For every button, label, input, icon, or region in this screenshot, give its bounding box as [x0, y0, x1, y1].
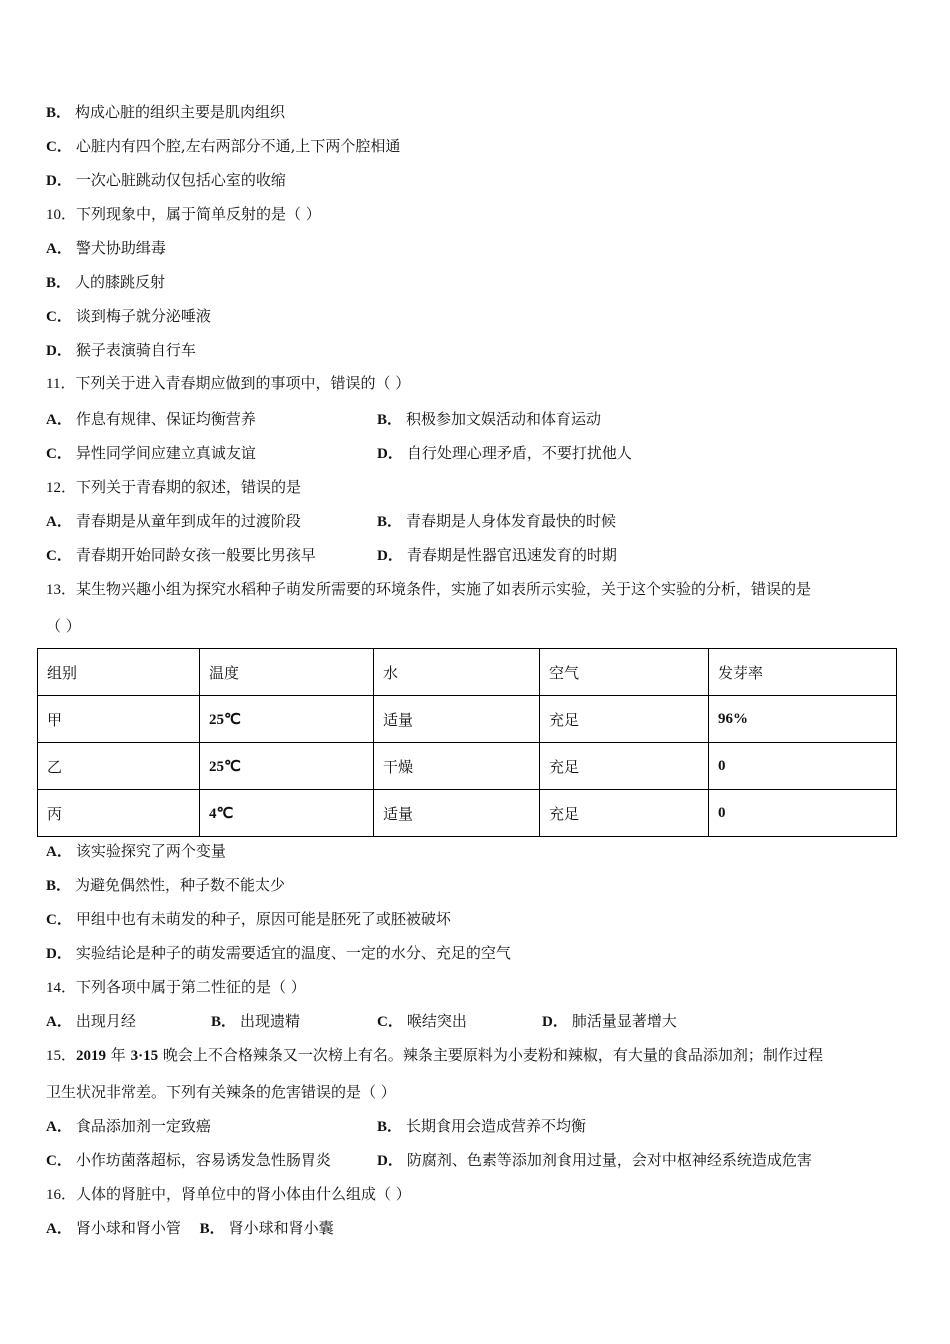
table-cell: 25℃ — [200, 743, 374, 790]
header-cell: 空气 — [540, 649, 709, 696]
table-row — [38, 790, 897, 837]
q12-option-b — [377, 511, 616, 532]
q12-option-d — [377, 545, 617, 566]
q12-option-c: 青春期开始同龄女孩一般要比男孩早 — [75, 546, 316, 564]
option-label: A． — [46, 1221, 72, 1237]
option-text: 防腐剂、色素等添加剂食用过量，会对中枢神经系统造成危害 — [406, 1151, 812, 1169]
q13-option-b — [46, 875, 285, 896]
option-label: B． — [46, 275, 72, 291]
option-text: 自行处理心理矛盾，不要打扰他人 — [406, 444, 632, 462]
question-text: 晚会上不合格辣条又一次榜上有名。辣条主要原料为小麦粉和辣椒，有大量的食品添加剂；制作过程 — [162, 1046, 823, 1064]
option-text: 出现月经 — [75, 1012, 136, 1030]
table-cell: 充足 — [540, 743, 709, 790]
option-label: D． — [377, 446, 403, 462]
header-cell: 温度 — [200, 649, 374, 696]
option-text: 肺活量显著增大 — [571, 1012, 677, 1030]
q14-option-c — [377, 1011, 467, 1032]
option-label: B． — [377, 412, 403, 428]
option-text: 青春期是性器官迅速发育的时期 — [406, 546, 617, 564]
table-cell: 甲 — [38, 696, 200, 743]
option-label: A． — [46, 514, 72, 530]
option-label: D． — [46, 946, 72, 962]
q13-option-a — [46, 841, 226, 862]
option-text: 积极参加文娱活动和体育运动 — [406, 410, 602, 428]
option-text: 长期食用会造成营养不均衡 — [406, 1117, 587, 1135]
table-cell: 丙 — [38, 790, 200, 837]
q15-stem — [46, 1045, 823, 1066]
table-row — [38, 696, 897, 743]
option-label: C． — [46, 139, 72, 155]
table-cell: 乙 — [38, 743, 200, 790]
option-label: C． — [46, 309, 72, 325]
option-label: D． — [377, 548, 403, 564]
option-text: 喉结突出 — [406, 1012, 467, 1030]
q11-options-row-2 — [46, 443, 632, 464]
option-label: B． — [46, 878, 72, 894]
experiment-table — [37, 648, 897, 837]
question-number: 12． — [46, 480, 77, 496]
q15-stem-continued — [46, 1082, 396, 1102]
table-cell: 0 — [709, 790, 897, 837]
q15-option-a: 食品添加剂一定致癌 — [75, 1117, 211, 1135]
q16-options-row — [46, 1218, 334, 1239]
option-text: 心脏内有四个腔,左右两部分不通,上下两个腔相通 — [75, 137, 401, 155]
q13-stem-continued — [46, 616, 81, 636]
q15-option-c: 小作坊菌落超标，容易诱发急性肠胃炎 — [75, 1151, 331, 1169]
q13-option-c — [46, 909, 451, 930]
option-text: 肾小球和肾小管 — [75, 1219, 181, 1237]
q13-option-d — [46, 943, 511, 964]
question-number: 13． — [46, 582, 77, 598]
table-cell: 25℃ — [200, 696, 374, 743]
q15-option-b — [377, 1116, 586, 1137]
option-text: 一次心脏跳动仅包括心室的收缩 — [75, 171, 286, 189]
option-label: A． — [46, 1119, 72, 1135]
q12-options-row-1 — [46, 511, 617, 532]
table-cell: 充足 — [540, 790, 709, 837]
option-label: A． — [46, 241, 72, 257]
header-cell: 组别 — [38, 649, 200, 696]
table-cell: 0 — [709, 743, 897, 790]
option-text: 构成心脏的组织主要是肌肉组织 — [75, 103, 286, 121]
question-text: 某生物兴趣小组为探究水稻种子萌发所需要的环境条件，实施了如表所示实验，关于这个实验的分析，错误的是 — [76, 580, 812, 598]
question-text: 人体的肾脏中，肾单位中的肾小体由什么组成（ ） — [76, 1185, 411, 1203]
table-cell: 适量 — [374, 790, 540, 837]
option-label: B． — [199, 1221, 225, 1237]
q14-option-d — [542, 1011, 677, 1032]
table-cell: 干燥 — [374, 743, 540, 790]
q13-stem — [46, 579, 811, 600]
header-cell: 水 — [374, 649, 540, 696]
option-text: 肾小球和肾小囊 — [228, 1219, 334, 1237]
option-text: 猴子表演骑自行车 — [75, 341, 196, 359]
option-text: 甲组中也有未萌发的种子，原因可能是胚死了或胚被破坏 — [75, 910, 451, 928]
question-number: 15． — [46, 1048, 77, 1064]
q14-option-a — [46, 1011, 136, 1032]
question-text: 卫生状况非常差。下列有关辣条的危害错误的是（ ） — [46, 1083, 396, 1101]
table-row — [38, 743, 897, 790]
question-text: 下列各项中属于第二性征的是（ ） — [76, 978, 306, 996]
answer-blank: （ ） — [46, 617, 81, 635]
q10-option-b — [46, 272, 165, 293]
question-number: 14． — [46, 980, 77, 996]
question-text: 年 — [110, 1046, 126, 1064]
option-text: 青春期是人身体发育最快的时候 — [406, 512, 617, 530]
table-cell: 96% — [709, 696, 897, 743]
q12-option-a: 青春期是从童年到成年的过渡阶段 — [75, 512, 301, 530]
option-label: D． — [377, 1153, 403, 1169]
question-text: 下列关于青春期的叙述，错误的是 — [76, 478, 302, 496]
option-text: 实验结论是种子的萌发需要适宜的温度、一定的水分、充足的空气 — [75, 944, 511, 962]
option-label: B． — [377, 514, 403, 530]
table-cell: 4℃ — [200, 790, 374, 837]
option-label: B． — [46, 105, 72, 121]
q9-option-c — [46, 136, 400, 157]
option-label: B． — [211, 1014, 237, 1030]
q16-option-a — [46, 1219, 181, 1237]
q10-option-a — [46, 238, 166, 259]
q14-stem — [46, 977, 306, 998]
option-label: C． — [46, 912, 72, 928]
option-label: D． — [46, 173, 72, 189]
q11-option-c: 异性同学间应建立真诚友谊 — [75, 444, 256, 462]
q11-stem — [46, 373, 410, 394]
option-text: 出现遗精 — [240, 1012, 301, 1030]
table-header-row — [38, 649, 897, 696]
q11-option-d — [377, 443, 632, 464]
option-text: 该实验探究了两个变量 — [75, 842, 226, 860]
option-label: C． — [377, 1014, 403, 1030]
question-text: 下列关于进入青春期应做到的事项中，错误的（ ） — [75, 374, 411, 392]
q12-options-row-2 — [46, 545, 617, 566]
question-number: 11． — [46, 376, 76, 392]
option-label: C． — [46, 446, 72, 462]
option-text: 谈到梅子就分泌唾液 — [75, 307, 211, 325]
q10-option-c — [46, 306, 211, 327]
q9-option-b — [46, 102, 285, 123]
option-text: 人的膝跳反射 — [75, 273, 166, 291]
option-label: D． — [542, 1014, 568, 1030]
q15-options-row-1 — [46, 1116, 587, 1137]
q11-options-row-1 — [46, 409, 602, 430]
q15-option-d — [377, 1150, 812, 1171]
option-label: C． — [46, 548, 72, 564]
option-label: A． — [46, 1014, 72, 1030]
q9-option-d — [46, 170, 286, 191]
q10-option-d — [46, 340, 196, 361]
table-cell: 充足 — [540, 696, 709, 743]
table-cell: 适量 — [374, 696, 540, 743]
q11-option-b — [377, 409, 601, 430]
option-text: 为避免偶然性，种子数不能太少 — [75, 876, 286, 894]
header-cell: 发芽率 — [709, 649, 897, 696]
year: 2019 — [76, 1048, 107, 1064]
question-number: 16． — [46, 1187, 77, 1203]
q16-stem — [46, 1184, 411, 1205]
question-number: 10． — [46, 207, 77, 223]
option-label: A． — [46, 412, 72, 428]
q12-stem — [46, 477, 301, 498]
q16-option-b — [200, 1219, 334, 1237]
option-label: B． — [377, 1119, 403, 1135]
q15-options-row-2 — [46, 1150, 812, 1171]
q11-option-a: 作息有规律、保证均衡营养 — [75, 410, 256, 428]
q14-option-b — [211, 1011, 300, 1032]
option-text: 警犬协助缉毒 — [75, 239, 166, 257]
date: 3·15 — [130, 1048, 159, 1064]
q10-stem — [46, 204, 321, 225]
option-label: A． — [46, 844, 72, 860]
option-label: D． — [46, 343, 72, 359]
question-text: 下列现象中，属于简单反射的是（ ） — [76, 205, 321, 223]
option-label: C． — [46, 1153, 72, 1169]
